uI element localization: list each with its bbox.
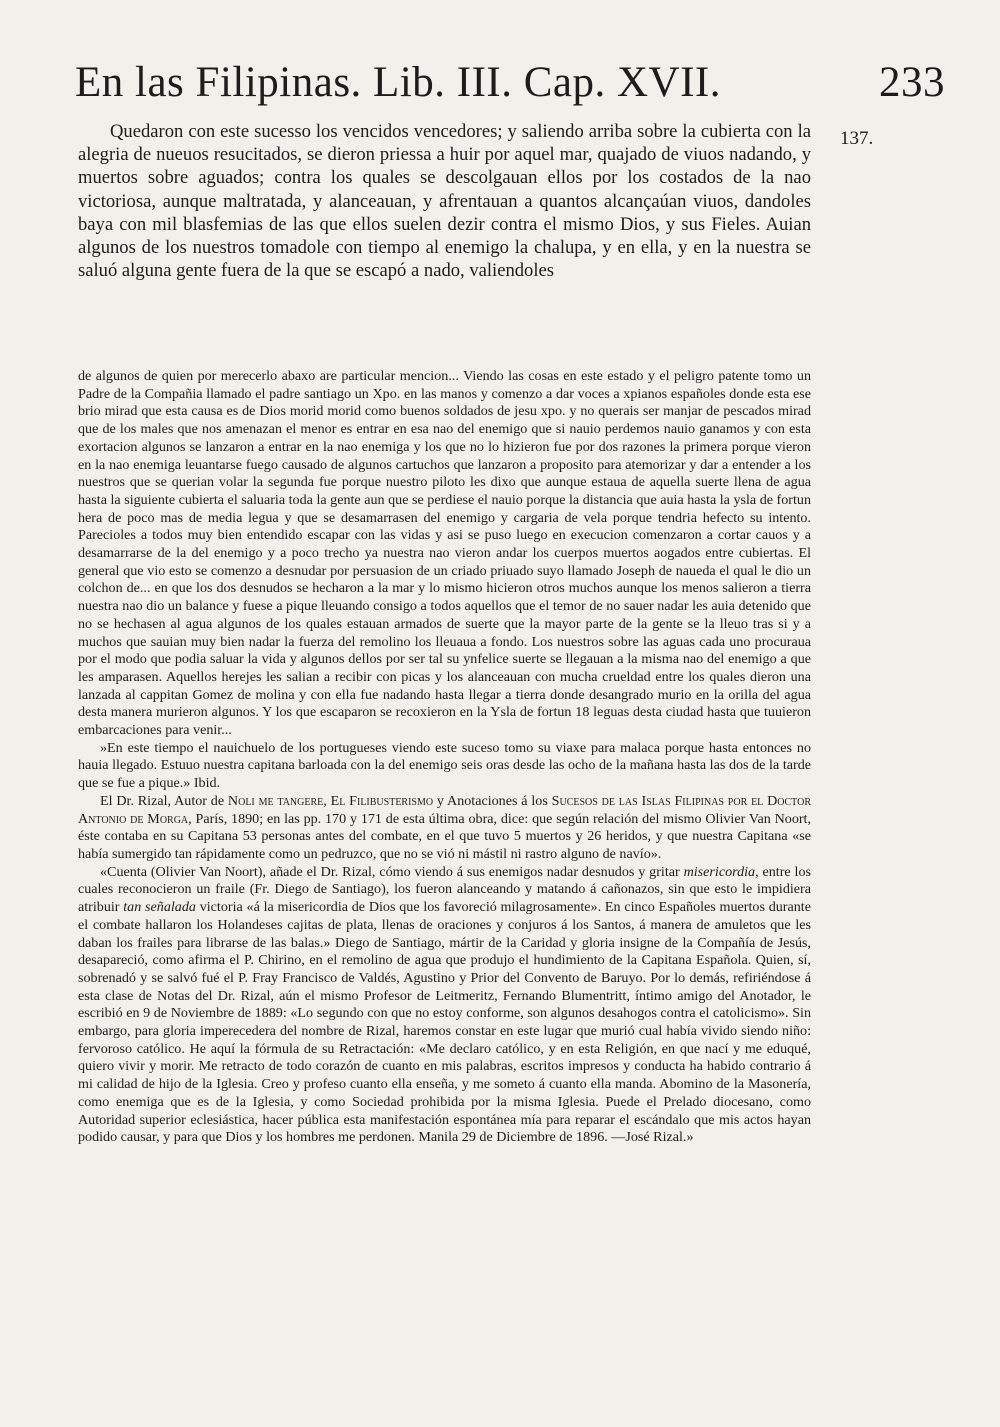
italic-word: misericordia (683, 863, 756, 880)
note-text: y Anotaciones á los (433, 792, 552, 809)
note-rizal-paragraph-1 (78, 793, 811, 864)
note-text: , entre los cuales reconocieron un fraile (Fr. Diego de Santiago), los fueron alanceando y matando á cañonazos, sin que esto le impidiera atribuir (78, 863, 812, 916)
notes-block (78, 368, 811, 1147)
book-title-sucesos: Sucesos de las Islas Filipinas por el Doctor Antonio de Morga (78, 792, 811, 827)
main-text-block (78, 120, 811, 282)
running-head-title: En las Filipinas. Lib. III. Cap. XVII. (75, 59, 721, 106)
note-text: El Dr. Rizal, Autor de (100, 792, 228, 809)
note-quote-2: »En este tiempo el nauichuelo de los portugueses viendo este suceso tomo su viaxe para malaca porque hasta entonces no hauia llegado. Estuuo nuestra capitana barloada con la del enemigo seis oras desde las ocho de la mañana hasta las dos de la tarde que se fue a pique.» Ibid. (78, 739, 811, 792)
note-rizal-paragraph-2 (78, 864, 811, 1147)
main-paragraph: Quedaron con este sucesso los vencidos vencedores; y saliendo arriba sobre la cubierta con la alegria de nueuos resucitados, se dieron priessa a huir por aquel mar, quajado de viuos nadando, y muertos sobre aguados; contra los quales se descolgauan ellos por los costados de la nao victoriosa, aunque maltratada, y alanceauan, y afrentauan a quantos alcançaúan viuos, dandoles baya con mil blasfemias de las que ellos suelen dezir contra el mismo Dios, y sus Fieles. Auian algunos de los nuestros tomadole con tiempo al enemigo la chalupa, y en ella, y en la nuestra se saluó alguna gente fuera de la que se escapó a nado, valiendoles (78, 121, 811, 282)
note-quote-1: de algunos de quien por merecerlo abaxo are particular mencion... Viendo las cosas en este estado y el peligro patente tomo un Padre de la Compañia llamado el padre santiago un Xpo. en las manos y comenzo a dar voces a xpianos españoles donde esta ese brio mirad que esta causa es de Dios morid morid como buenos soldados de jesu xpo. y no querais ser manjar de pescados mirad que de los males que nos amenazan el menor es entrar en esa nao del enemigo que si nauio perdemos nauio ganamos y con esta exortacion algunos se lanzaron a entrar en la nao enemiga y los que no lo hizieron fue por dos razones la primera porque vieron en la nao enemiga leuantarse fuego causado de algunos cartuchos que lanzaron a proposito para atemorizar y dar a entender a los nuestros que se querian volar la segunda fue porque nuestro piloto les dixo que aunque estaua de aquella suerte llena de agua hasta la siguiente cubierta el saluaria toda la gente aun que se perdiese el nauio porque la distancia que auia hasta la ysla de fortun hera de poco mas de media legua y que se desamarrasen del enemigo y cargaria de vela porque tendria hefecto su intento. Parecioles a todos muy bien entendido escapar con las vidas y asi se puso luego en execucion comenzaron a cortar cauos y a desamarrarse de la del enemigo y a poco trecho ya nuestra nao vieron andar los cuerpos muertos aogados entre cubiertas. El general que vio esto se comenzo a desnudar por persuasion de un criado priuado suyo llamado Joseph de naueda el qual le dio un colchon de... en que los dos desnudos se hecharon a la mar y lo mismo hicieron otros muchos aunque los menos salieron a tierra nuestra nao dio un balance y fuese a pique lleuando consigo a todos aquellos que el temor de no sauer nadar les auia detenido que no se hechasen al agua algunos de los quales estauan armados de suerte que la mayor parte de la gente se la lleuo tras si y a muchos que sauian muy bien nadar la fuerza del remolino los lleuaua a fondo. Los nuestros sobre las aguas cada uno procuraua por el modo que podia saluar la vida y algunos dellos por ser tal su ynfelice suerte se llegauan a la misma nao del enemigo a que les amparasen. Aquellos herejes les salian a recibir con picas y los alanceauan con mucha crueldad entre los quales dieron una lanzada al cappitan Gomez de molina y con ella fue nadando hasta llegar a tierra donde desangrado murio en la orilla del agua desta manera murieron algunos. Y los que escaparon se recoxieron en la Ysla de fortun 18 leguas desta ciudad hasta que tuuieron embarcaciones para venir... (78, 368, 811, 739)
page-number: 233 (879, 59, 945, 106)
book-title-noli: Noli me tangere (227, 792, 324, 809)
note-text: victoria «á la misericordia de Dios que los favoreció milagrosamente». En cinco Españoles muertos durante el combate hallaron los Holandeses cajitas de plata, llenas de oraciones y conjuros á los Santos, á manera de amuletos que les daban los frailes para librarse de las balas.» Diego de Santiago, mártir de la Caridad y gloria insigne de la Compañía de Jesús, desapareció, como afirma el P. Chirino, en el remolino de agua que produjo el hundimiento de la Capitana Española. Quien, sí, sobrenadó y se salvó fué el P. Fray Francisco de Valdés, Agustino y Prior del Convento de Baruyo. Por lo demás, refiriéndose á esta clase de Notas del Dr. Rizal, aún el mismo Profesor de Leitmeritz, Fernando Blumentritt, íntimo amigo del Anotador, le escribió en 9 de Noviembre de 1889: «Lo segundo con que no estoy conforme, son algunos desahogos contra el catolicismo». Sin embargo, para gloria imperecedera del nombre de Rizal, haremos constar en este lugar que murió cual había vivido siendo niño: fervoroso católico. He aquí la fórmula de su Retractación: «Me declaro católico, y en esta Religión, en que nací y me eduqué, quiero vivir y morir. Me retracto de todo corazón de cuanto en mis palabras, escritos impresos y conducta ha habido contrario á mi calidad de hijo de la Iglesia. Creo y profeso cuanto ella enseña, y me someto á cuanto ella manda. Abomino de la Masonería, como enemiga que es de la Iglesia, y como Sociedad prohibida por la misma Iglesia. Puede el Prelado diocesano, como Autoridad superior eclesiástica, hacer pública esta manifestación espontánea mía para reparar el escándalo que mis actos hayan podido causar, y para que Dios y los hombres me perdonen. Manila 29 de Diciembre de 1896. —José Rizal.» (78, 899, 811, 1146)
note-text: , (323, 792, 331, 809)
italic-phrase: tan señalada (123, 899, 196, 916)
margin-note: 137. (840, 128, 874, 149)
note-text: «Cuenta (Olivier Van Noort), añade el Dr. Rizal, cómo viendo á sus enemigos nadar desnudos y gritar (100, 863, 684, 880)
book-title-filibusterismo: El Filibusterismo (330, 792, 434, 809)
note-text: , París, 1890; en las pp. 170 y 171 de esta última obra, dice: que según relación del mismo Olivier Van Noort, éste contaba en su Capitana 53 personas antes del combate, en el que tuvo 5 muertos y 26 heridos, y que nuestra Capitana «se había sumergido tan rápidamente como un pedruzco, que no se vió ni mástil ni rastro alguno de navío». (78, 810, 811, 862)
running-head (75, 58, 945, 118)
